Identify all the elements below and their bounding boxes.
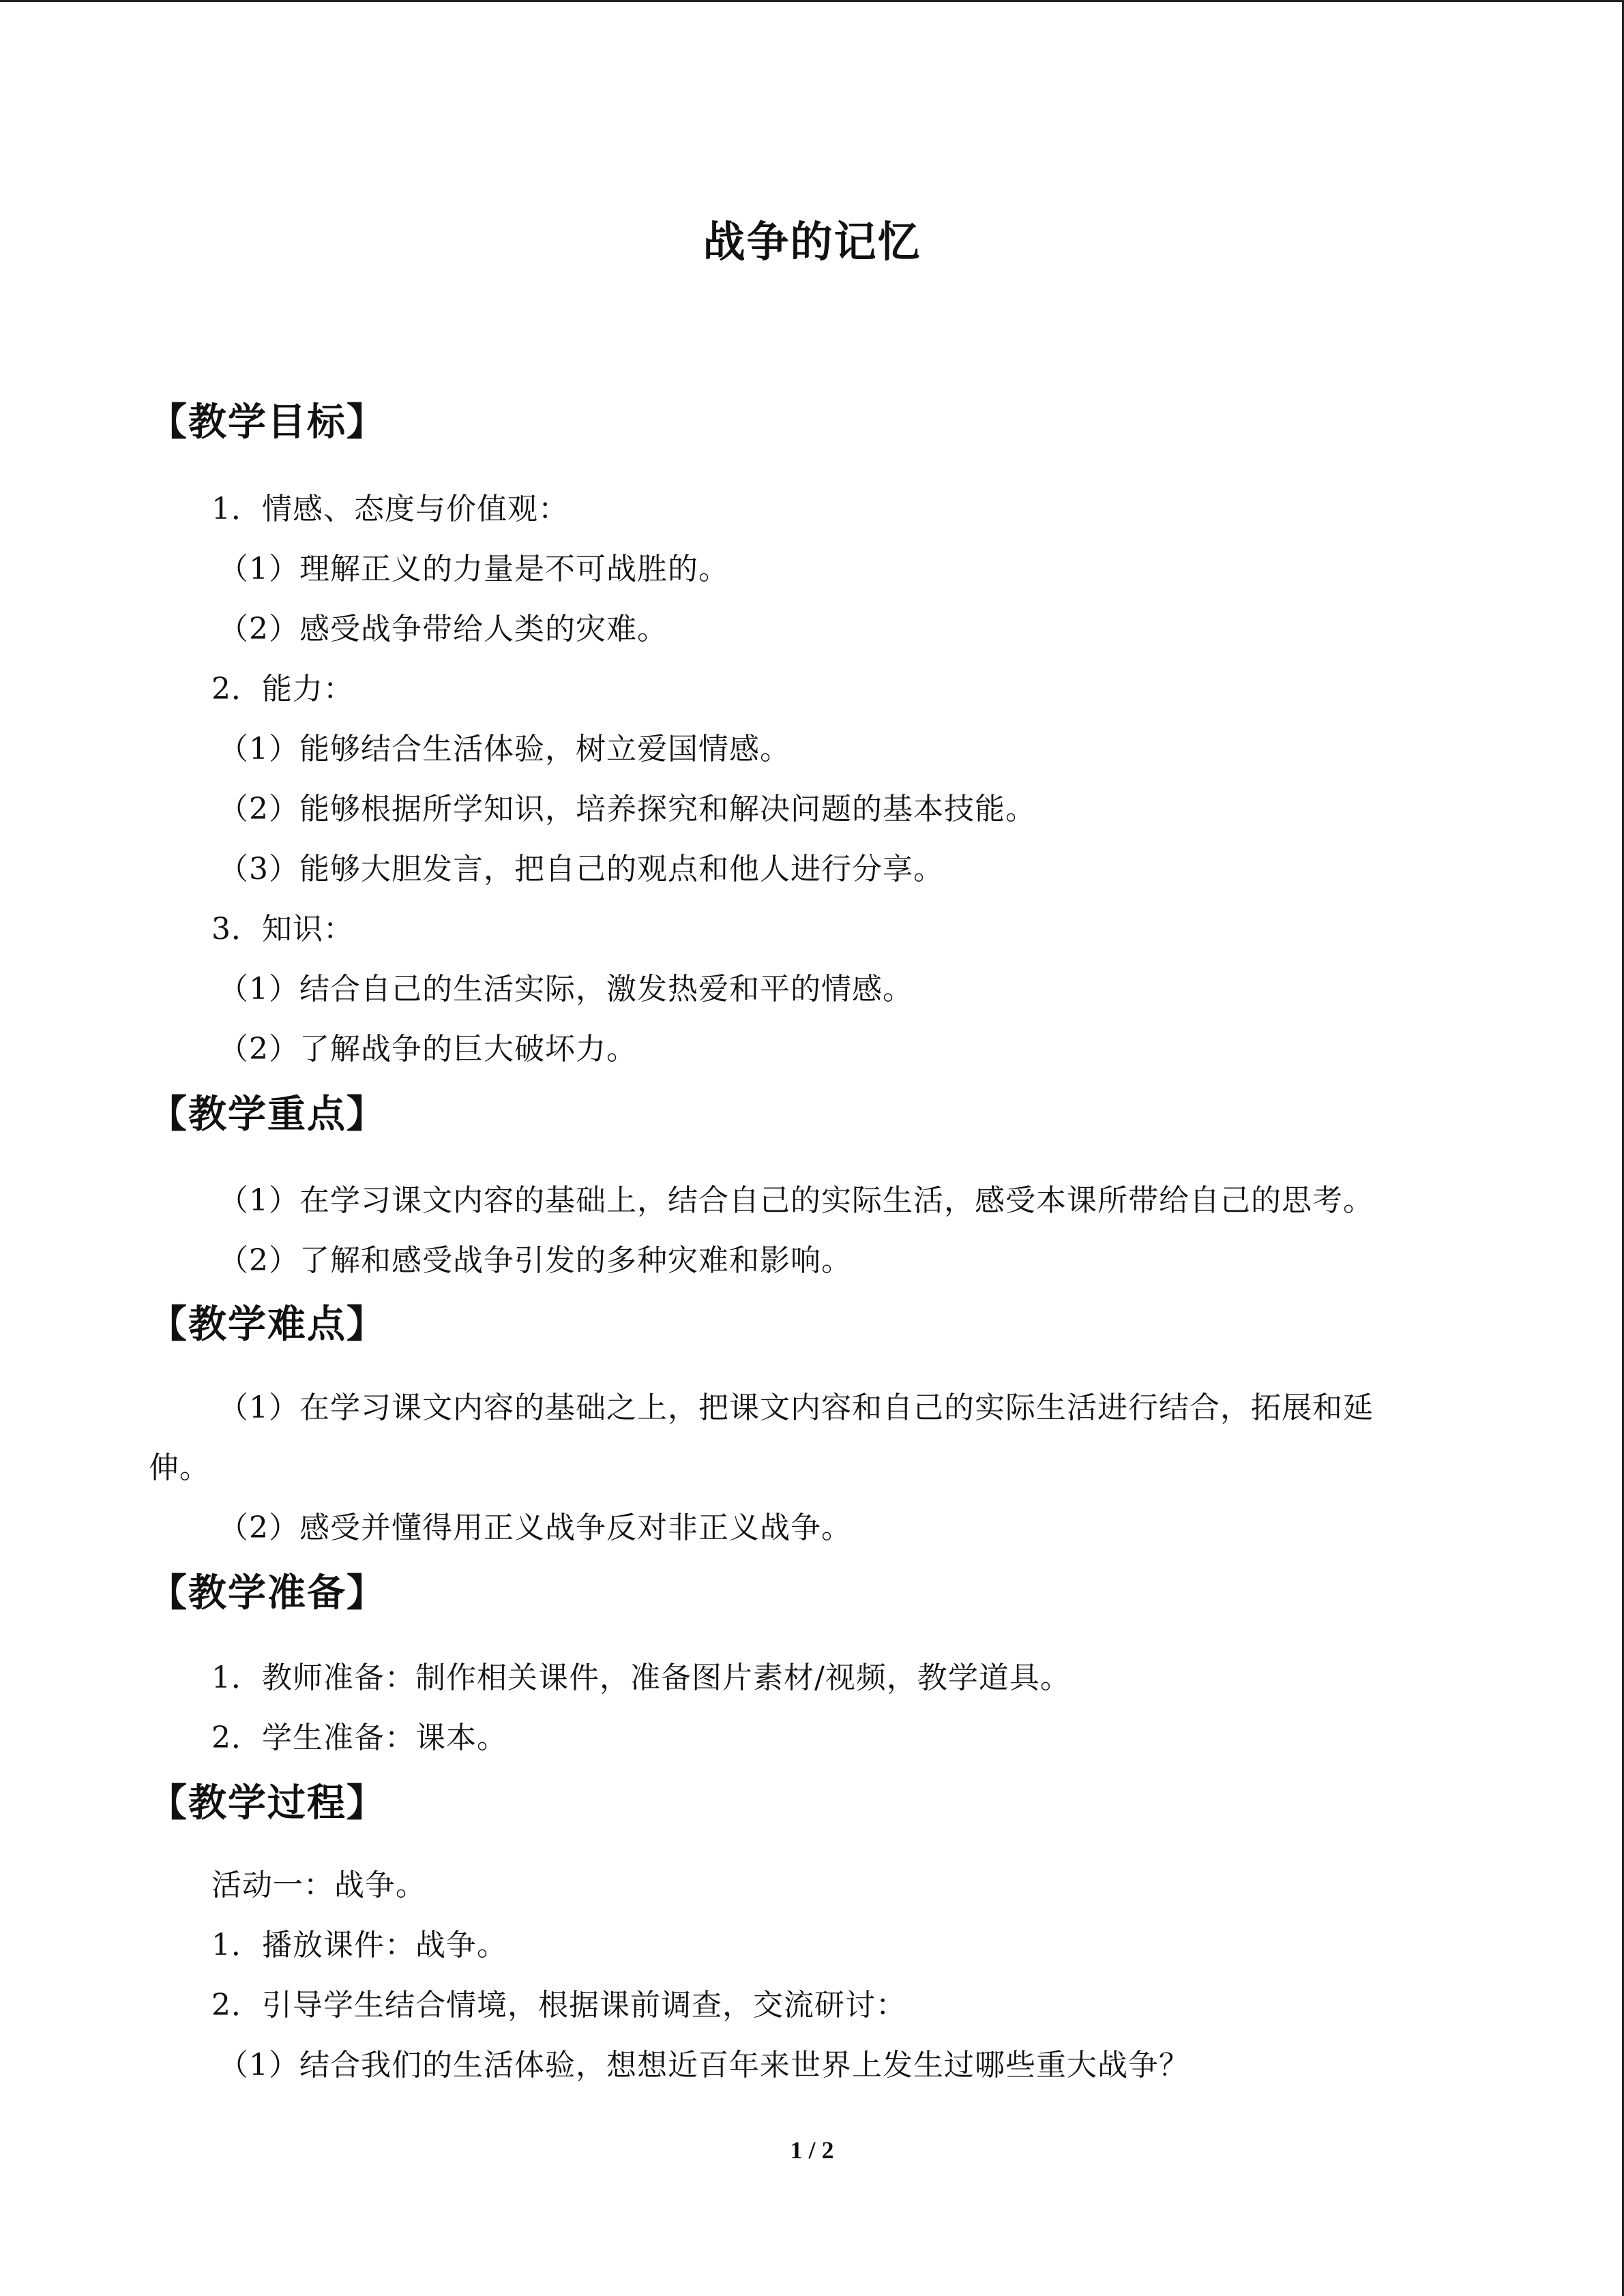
key-point-line: （2）了解和感受战争引发的多种灾难和影响。 bbox=[218, 1243, 852, 1278]
objective-line: （2）了解战争的巨大破坏力。 bbox=[218, 1032, 637, 1067]
objective-line: 1．情感、态度与价值观： bbox=[211, 492, 569, 526]
objective-line: （1）结合自己的生活实际，激发热爱和平的情感。 bbox=[218, 972, 913, 1007]
process-line: 2．引导学生结合情境，根据课前调查，交流研讨： bbox=[211, 1988, 906, 2023]
page-border-top bbox=[0, 0, 1624, 2]
process-line: （1）结合我们的生活体验，想想近百年来世界上发生过哪些重大战争？ bbox=[218, 2048, 1190, 2083]
objective-line: 3．知识： bbox=[211, 912, 354, 946]
process-line: 活动一：战争。 bbox=[211, 1868, 426, 1903]
objective-line: （1）理解正义的力量是不可战胜的。 bbox=[218, 552, 729, 586]
objective-line: （2）能够根据所学知识，培养探究和解决问题的基本技能。 bbox=[218, 792, 1036, 826]
difficulty-line: 伸。 bbox=[149, 1450, 210, 1485]
difficulty-line: （1）在学习课文内容的基础之上，把课文内容和自己的实际生活进行结合，拓展和延 bbox=[218, 1390, 1374, 1425]
objective-line: （3）能够大胆发言，把自己的观点和他人进行分享。 bbox=[218, 852, 944, 886]
objective-line: 2．能力： bbox=[211, 672, 354, 706]
section-heading-difficulties: 【教学难点】 bbox=[149, 1302, 386, 1347]
section-heading-preparation: 【教学准备】 bbox=[149, 1571, 386, 1615]
section-heading-key-points: 【教学重点】 bbox=[149, 1092, 386, 1137]
objective-line: （1）能够结合生活体验，树立爱国情感。 bbox=[218, 732, 791, 766]
section-heading-objectives: 【教学目标】 bbox=[149, 400, 386, 445]
page-number: 1 / 2 bbox=[790, 2136, 834, 2164]
page-title: 战争的记忆 bbox=[703, 217, 921, 267]
difficulty-line: （2）感受并懂得用正义战争反对非正义战争。 bbox=[218, 1510, 852, 1545]
process-line: 1．播放课件：战争。 bbox=[211, 1928, 507, 1963]
preparation-line: 2．学生准备：课本。 bbox=[211, 1720, 507, 1755]
preparation-line: 1．教师准备：制作相关课件，准备图片素材/视频，教学道具。 bbox=[211, 1660, 1071, 1695]
objective-line: （2）感受战争带给人类的灾难。 bbox=[218, 612, 668, 646]
section-heading-process: 【教学过程】 bbox=[149, 1781, 386, 1825]
key-point-line: （1）在学习课文内容的基础上，结合自己的实际生活，感受本课所带给自己的思考。 bbox=[218, 1183, 1374, 1218]
